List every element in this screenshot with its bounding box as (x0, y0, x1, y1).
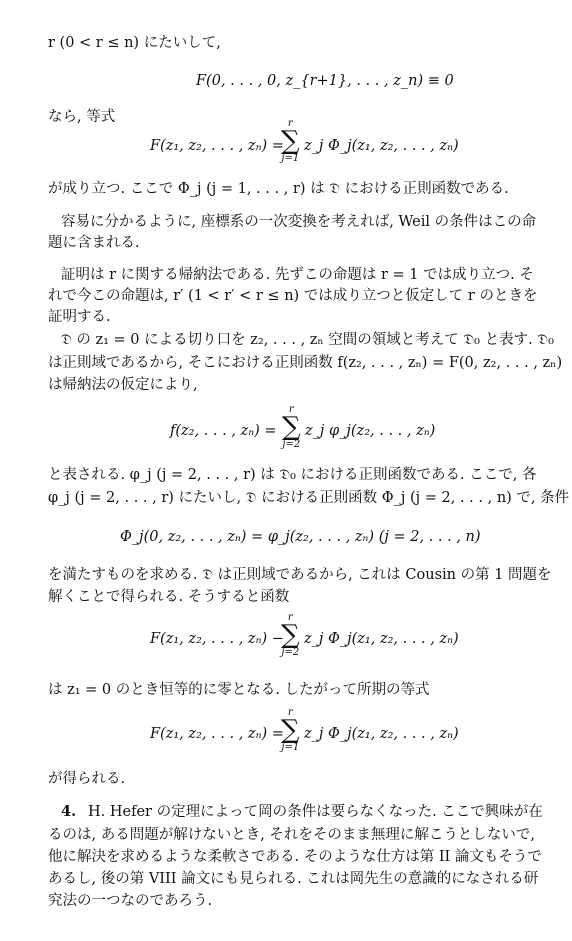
text-line: は z₁ = 0 のとき恒等的に零となる. したがって所期の等式 (48, 682, 430, 698)
equation-lhs: F(z₁, z₂, . . . , zₙ) = (150, 726, 284, 742)
sigma-symbol: ∑ (281, 715, 300, 745)
equation-lhs: F(z₁, z₂, . . . , zₙ) = (150, 138, 284, 154)
text-line: r (0 < r ≤ n) にたいして, (48, 35, 221, 51)
sum-upper: r (287, 707, 293, 718)
summation-3 (281, 612, 300, 658)
text-line: 証明する. (48, 309, 111, 325)
text-line: φ_j (j = 2, . . . , r) にたいし, 𝔇 における正則函数 Φ_j (j = 2, . . . , n) で, 条件 (48, 490, 570, 506)
summation-1 (281, 118, 300, 164)
section-number: 4. (61, 803, 77, 820)
equation-lhs: F(z₁, z₂, . . . , zₙ) − (150, 631, 284, 647)
text-line: 究法の一つなのであろう. (48, 893, 213, 909)
text-line: は帰納法の仮定により, (48, 377, 198, 393)
summation-2 (282, 404, 301, 450)
text-line: が得られる. (48, 771, 126, 787)
text-line: 証明は r に関する帰納法である. 先ずこの命題は r = 1 では成り立つ. そ (61, 267, 534, 283)
sum-lower: j=1 (281, 153, 300, 164)
sum-upper: r (287, 118, 293, 129)
text-line: が成り立つ. ここで Φ_j (j = 1, . . . , r) は 𝔇 における正則函数である. (48, 181, 509, 197)
sigma-symbol: ∑ (281, 620, 300, 650)
sigma-symbol: ∑ (281, 126, 300, 156)
text-line: 解くことで得られる. そうすると函数 (48, 589, 290, 605)
text-line: れで今この命題は, r′ (1 < r′ < r ≤ n) では成り立つと仮定して r のときを (48, 288, 538, 304)
text-line: H. Hefer の定理によって岡の条件は要らなくなった. ここで興味が在 (88, 804, 543, 820)
equation-condition: Φ_j(0, z₂, . . . , zₙ) = φ_j(z₂, . . . , zₙ) (j = 2, . . . , n) (120, 529, 481, 545)
text-line: 𝔇 の z₁ = 0 による切り口を z₂, . . . , zₙ 空間の領域と考えて 𝔇₀ と表す. 𝔇₀ (61, 332, 554, 348)
summation-4 (281, 707, 300, 753)
text-line: あるし, 後の第 VIII 論文にも見られる. これは岡先生の意識的になされる研 (48, 871, 539, 887)
text-line: るのは, ある問題が解けないとき, それをそのまま無理に解こうとしないで, (48, 827, 536, 843)
equation-rhs: z_j Φ_j(z₁, z₂, . . . , zₙ) (304, 726, 459, 742)
text-line: 容易に分かるように, 座標系の一次変換を考えれば, Weil の条件はこの命 (61, 214, 537, 230)
sum-lower: j=1 (281, 742, 300, 753)
text-line: 他に解決を求めるような柔軟さである. そのような仕方は第 II 論文もそうで (48, 849, 542, 865)
sum-lower: j=2 (281, 647, 300, 658)
text-line: なら, 等式 (48, 109, 116, 125)
equation-rhs: z_j φ_j(z₂, . . . , zₙ) (305, 423, 436, 439)
text-line: は正則域であるから, そこにおける正則函数 f(z₂, . . . , zₙ) = F(0, z₂, . . . , zₙ) (48, 355, 563, 371)
text-line: を満たすものを求める. 𝔇 は正則域であるから, これは Cousin の第 1 問題を (48, 567, 552, 583)
sum-upper: r (288, 404, 294, 415)
equation-lhs: f(z₂, . . . , zₙ) = (170, 423, 277, 439)
equation-rhs: z_j Φ_j(z₁, z₂, . . . , zₙ) (304, 138, 459, 154)
equation-rhs: z_j Φ_j(z₁, z₂, . . . , zₙ) (304, 631, 459, 647)
text-line: と表される. φ_j (j = 2, . . . , r) は 𝔇₀ における正則函数である. ここで, 各 (48, 467, 537, 483)
equation-condition: F(0, . . . , 0, z_{r+1}, . . . , z_n) ≡ 0 (196, 73, 454, 89)
sum-upper: r (287, 612, 293, 623)
sigma-symbol: ∑ (282, 412, 301, 442)
text-line: 題に含まれる. (48, 235, 140, 251)
sum-lower: j=2 (282, 439, 301, 450)
